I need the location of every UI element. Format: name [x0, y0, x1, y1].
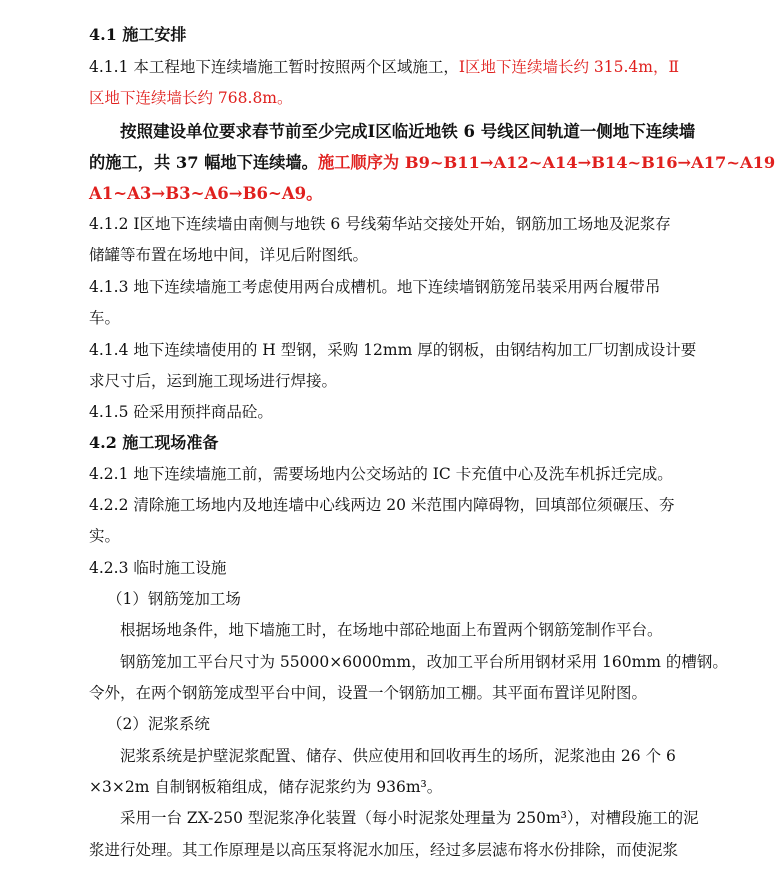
subsection-1-para-1: 根据场地条件，地下墙施工时，在场地中部砼地面上布置两个钢筋笼制作平台。 [120, 621, 663, 639]
subsection-1-para-2-line-1: 钢筋笼加工平台尺寸为 55000×6000mm，改加工平台所用钢材采用 160mm 的槽钢。 [120, 653, 728, 671]
heading-4-2: 4.2 施工现场准备 [89, 433, 219, 452]
para-4-2-3: 4.2.3 临时施工设施 [89, 559, 227, 577]
sequence-item: B3~A6 [165, 184, 229, 203]
para-4-1-1-text: 4.1.1 本工程地下连续墙施工暂时按照两个区域施工， [89, 58, 459, 76]
sequence-label: 施工顺序为 [317, 153, 405, 172]
para-4-1-2-line-2: 储罐等布置在场地中间，详见后附图纸。 [89, 246, 369, 264]
para-4-1-3-line-2: 车。 [89, 309, 121, 327]
sequence-item: A1~A3 [89, 184, 152, 203]
subsection-2-title: （2）泥浆系统 [107, 715, 210, 733]
subsection-1-para-2-line-2: 令外，在两个钢筋笼成型平台中间，设置一个钢筋加工棚。其平面布置详见附图。 [89, 684, 648, 702]
subsection-2-para-2-line-1: 采用一台 ZX-250 型泥浆净化装置（每小时泥浆处理量为 250m³），对槽段施工的泥 [120, 809, 699, 827]
sequence-line-2 [89, 180, 323, 204]
para-4-1-1-highlight-1: Ⅰ区地下连续墙长约 315.4m，Ⅱ [458, 58, 680, 76]
para-4-1-2-line-1: 4.1.2 Ⅰ区地下连续墙由南侧与地铁 6 号线菊华站交接处开始，钢筋加工场地及泥浆存 [89, 215, 671, 233]
sequence-item: A17~A19 [691, 153, 776, 172]
subsection-2-para-1-line-2: ×3×2m 自制钢板箱组成，储存泥浆约为 936m³。 [89, 778, 443, 796]
subsection-2-para-1-line-1: 泥浆系统是护壁泥浆配置、储存、供应使用和回收再生的场所，泥浆池由 26 个 6 [120, 747, 676, 765]
para-4-1-4-line-2: 求尺寸后，运到施工现场进行焊接。 [89, 372, 338, 390]
sequence-item: A12~A14 [493, 153, 578, 172]
bold-requirement-line-2 [89, 149, 775, 173]
sequence-arrow: → [151, 184, 166, 203]
subsection-2-para-2-line-2: 浆进行处理。其工作原理是以高压泵将泥水加压，经过多层滤布将水份排除，而使泥浆 [89, 841, 679, 859]
para-4-1-1-line-1 [89, 55, 679, 77]
heading-4-1: 4.1 施工安排 [89, 25, 187, 44]
bold-requirement-text: 的施工，共 37 幅地下连续墙。 [89, 153, 318, 172]
para-4-2-1: 4.2.1 地下连续墙施工前，需要场地内公交场站的 IC 卡充值中心及洗车机拆迁完成。 [89, 465, 673, 483]
para-4-1-1-highlight-2: 区地下连续墙长约 768.8m。 [89, 89, 293, 107]
sequence-arrow: → [228, 184, 243, 203]
para-4-1-4-line-1: 4.1.4 地下连续墙使用的 H 型钢，采购 12mm 厚的钢板，由钢结构加工厂切割成设计要 [89, 341, 697, 359]
para-4-2-2-line-2: 实。 [89, 527, 121, 545]
para-4-2-2-line-1: 4.2.2 清除施工场地内及地连墙中心线两边 20 米范围内障碍物，回填部位须碾压、夯 [89, 496, 675, 514]
para-4-1-5: 4.1.5 砼采用预拌商品砼。 [89, 403, 273, 421]
para-4-1-3-line-1: 4.1.3 地下连续墙施工考虑使用两台成槽机。地下连续墙钢筋笼吊装采用两台履带吊 [89, 278, 661, 296]
sequence-arrow: → [577, 153, 592, 172]
sequence-arrow: → [677, 153, 692, 172]
subsection-1-title: （1）钢筋笼加工场 [107, 590, 241, 608]
sequence-item: B9~B11 [404, 153, 480, 172]
sequence-item: B6~A9。 [242, 184, 323, 203]
sequence-item: B14~B16 [591, 153, 678, 172]
sequence-arrow: → [479, 153, 494, 172]
bold-requirement-line-1: 按照建设单位要求春节前至少完成Ⅰ区临近地铁 6 号线区间轨道一侧地下连续墙 [120, 122, 696, 141]
